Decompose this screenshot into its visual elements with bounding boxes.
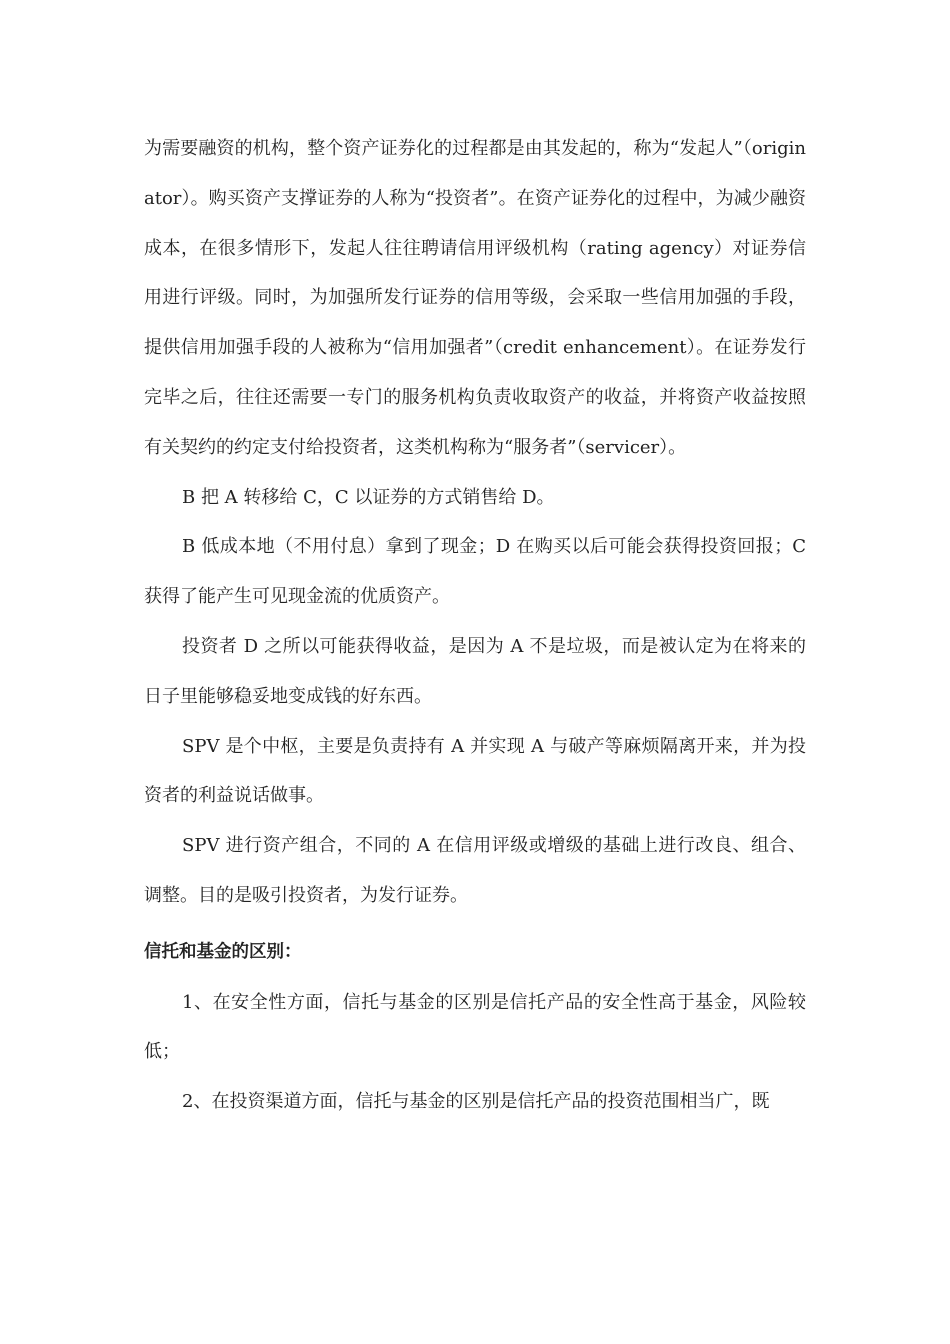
list-item-investment-channels: 2、在投资渠道方面，信托与基金的区别是信托产品的投资范围相当广，既 (182, 1091, 770, 1113)
paragraph-spv-portfolio: SPV 进行资产组合，不同的 A 在信用评级或增级的基础上进行改良、组合、调整。目的是吸引投资者，为发行证券。 (144, 835, 806, 906)
paragraph-transfer-summary: B 把 A 转移给 C，C 以证券的方式销售给 D。 (182, 486, 555, 508)
section-heading: 信托和基金的区别： (144, 941, 302, 962)
document-body (144, 124, 806, 1127)
paragraph-spv-role: SPV 是个中枢，主要是负责持有 A 并实现 A 与破产等麻烦隔离开来，并为投资者的利益说话做事。 (144, 735, 806, 807)
paragraph-securitization-roles: 为需要融资的机构，整个资产证券化的过程都是由其发起的，称为“发起人”（originator）。购买资产支撑证券的人称为“投资者”。在资产证券化的过程中，为减少融资成本，在很多情形下，发起人往往聘请信用评级机构（rating agency）对证券信用进行评级。同时，为加强所发行证券的信用等级，会采取一些信用加强的手段，提供信用加强手段的人被称为“信用加强者”（credit enhancement）。在证券发行完毕之后，往往还需要一专门的服务机构负责收取资产的收益，并将资产收益按照有关契约的约定支付给投资者，这类机构称为“服务者”（servicer）。 (144, 138, 806, 458)
paragraph-party-benefits: B 低成本地（不用付息）拿到了现金；D 在购买以后可能会获得投资回报；C 获得了能产生可见现金流的优质资产。 (144, 536, 806, 608)
paragraph-investor-returns: 投资者 D 之所以可能获得收益，是因为 A 不是垃圾，而是被认定为在将来的日子里能够稳妥地变成钱的好东西。 (144, 635, 806, 707)
list-item-safety: 1、在安全性方面，信托与基金的区别是信托产品的安全性高于基金，风险较低； (144, 991, 806, 1063)
